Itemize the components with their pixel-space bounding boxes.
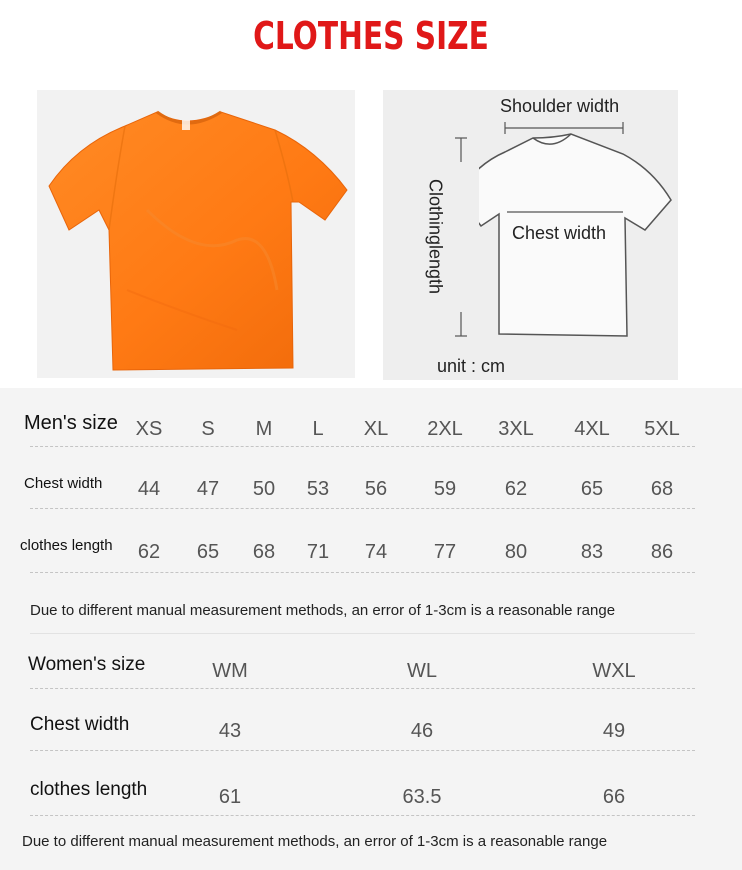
mens-measurement-note: Due to different manual measurement methods, an error of 1-3cm is a reasonable range (30, 602, 616, 619)
womens-chest-cell: 43 (218, 720, 242, 742)
divider (30, 688, 695, 689)
mens-chest-cell: 44 (137, 478, 161, 500)
divider (30, 815, 695, 816)
womens-measurement-note: Due to different manual measurement methods, an error of 1-3cm is a reasonable rangе (22, 833, 607, 850)
mens-size-cell: 4XL (574, 418, 610, 440)
divider (30, 572, 695, 573)
mens-length-cell: 77 (433, 541, 457, 563)
divider (30, 508, 695, 509)
measurement-diagram (383, 90, 678, 380)
mens-size-cell: S (201, 418, 215, 440)
chest-width-label: Chest width (512, 223, 607, 243)
mens-chest-cell: 56 (364, 478, 388, 500)
womens-length-cell: 63.5 (402, 786, 442, 808)
mens-length-cell: 74 (364, 541, 388, 563)
mens-chest-cell: 68 (650, 478, 674, 500)
mens-size-cell: 5XL (644, 418, 680, 440)
mens-size-cell: 2XL (427, 418, 463, 440)
mens-size-cell: 3XL (498, 418, 534, 440)
mens-size-cell: L (312, 418, 324, 440)
mens-chest-cell: 59 (433, 478, 457, 500)
mens-chest-cell: 53 (306, 478, 330, 500)
womens-size-cell: WXL (592, 660, 636, 682)
mens-chest-cell: 47 (196, 478, 220, 500)
mens-chest-cell: 65 (580, 478, 604, 500)
mens-length-cell: 86 (650, 541, 674, 563)
womens-size-header: Women's size (28, 654, 146, 675)
womens-chest-cell: 49 (602, 720, 626, 742)
page-title: CLOTHES SIZE (253, 14, 489, 58)
unit-label: unit : cm (437, 356, 506, 376)
womens-chest-label: Chest width (30, 714, 130, 735)
womens-length-cell: 61 (218, 786, 242, 808)
womens-chest-cell: 46 (410, 720, 434, 742)
womens-size-cell: WM (212, 660, 248, 682)
mens-size-cell: XS (135, 418, 163, 440)
mens-length-cell: 65 (196, 541, 220, 563)
mens-chest-cell: 62 (504, 478, 528, 500)
orange-tshirt-image (37, 90, 355, 378)
mens-size-header: Men's size (24, 412, 118, 434)
mens-chest-cell: 50 (252, 478, 276, 500)
womens-size-cell: WL (407, 660, 437, 682)
mens-chest-label: Chest width (24, 475, 103, 492)
divider (30, 446, 695, 447)
divider (30, 633, 695, 634)
mens-length-cell: 62 (137, 541, 161, 563)
mens-length-cell: 68 (252, 541, 276, 563)
womens-length-label: clothes length (30, 779, 148, 800)
mens-length-cell: 80 (504, 541, 528, 563)
mens-size-cell: XL (363, 418, 389, 440)
mens-length-label: clothes length (20, 537, 113, 554)
mens-length-cell: 83 (580, 541, 604, 563)
mens-size-cell: M (255, 418, 273, 440)
clothing-length-label: Clothinglength (425, 178, 446, 295)
womens-length-cell: 66 (602, 786, 626, 808)
product-photo (37, 90, 355, 378)
shoulder-width-label: Shoulder width (500, 96, 620, 116)
mens-length-cell: 71 (306, 541, 330, 563)
divider (30, 750, 695, 751)
